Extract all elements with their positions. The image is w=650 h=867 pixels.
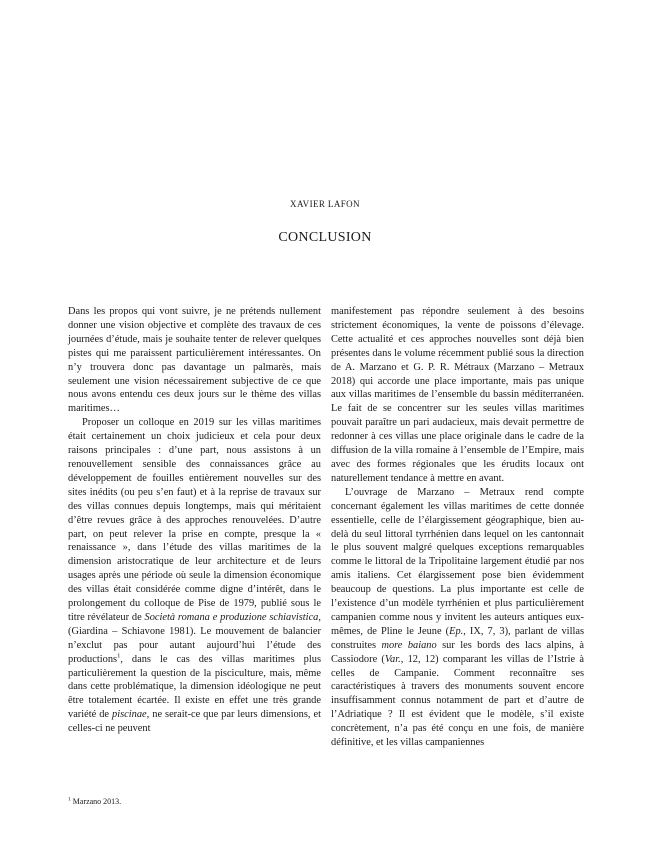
text-run: , dans le cas des villas maritimes plus particulièrement la question de la pisciculture, mais, même dans cette problématique, la dimension idéologique ne peut être totalement écartée. Il existe en effet une très grande variété de xyxy=(68,653,321,721)
text-run: , 12, 12) comparant les villas de l’Istrie à celles de Campanie. Comment reconnaître ses caractéristiques à travers des monuments souvent encore insuffisamment connus notamment de part et d’autre de l’Adriatique ? Il est évident que le modèle, s’il existe concrètement, n’a pas été conçu en une fois, de manière définitive, et les villas campaniennes xyxy=(331,653,584,749)
footnote xyxy=(68,797,321,807)
right-column xyxy=(331,305,584,750)
italic-citation: Var. xyxy=(384,653,401,665)
italic-term: piscinae xyxy=(112,709,147,721)
paragraph xyxy=(331,486,584,750)
footnote-mark: 1 xyxy=(68,796,71,803)
text-run: Proposer un colloque en 2019 sur les villas maritimes était certainement un choix judicieux et cela pour deux raisons principales : d’une part, nous assistons à un renouvellement sensible des connaissances grâce au développement de fouilles entièrement nouvelles sur des sites inédits (ou peu s’en faut) et à la reprise de travaux sur des villas connues depuis longtemps, mais qui méritaient d’être revues grâce à des approches renouvelées. D’autre part, on peut relever la prise en compte, presque la « renaissance », dans l’étude des villas maritimes de la dimension aristocratique de leur architecture et de leurs usages après une période où seule la dimension économique des villas était considérée comme digne d’intérêt, dans le prolongement du colloque de Pise de 1979, publié sous le titre révélateur de xyxy=(68,417,321,623)
text-run: , ne serait-ce que par leurs dimensions, et celles-ci ne peuvent xyxy=(68,709,321,735)
text-run: sur les bords des lacs alpins, à Cassiodore ( xyxy=(331,639,584,665)
italic-title: Società romana e produzione schiavistica xyxy=(144,611,319,623)
italic-citation: Ep. xyxy=(449,625,464,637)
text-run: L’ouvrage de Marzano – Metraux rend compte concernant également les villas maritimes de cette donnée essentielle, celle de l’élargissement géographique, bien au-delà du seul littoral tyrrhénien dans lequel on les cantonnait le plus souvent malgré quelques exceptions remarquables comme le littoral de la Tripolitaine largement étudié par nos amis italiens. Cet élargissement pose bien évidemment beaucoup de questions. La plus importante est celle de l’existence d’un modèle tyrrhénien et plus particulièrement campanien comme nous y invitent les auteurs antiques eux-mêmes, de Pline le Jeune ( xyxy=(331,486,584,637)
paragraph: Dans les propos qui vont suivre, je ne prétends nullement donner une vision objective et complète des travaux de ces journées d’étude, mais je souhaite tenter de relever quelques pistes qui me paraissent particulièrement intéressantes. On n’y trouvera donc pas davantage un palmarès, mais seulement une vision nécessairement subjective de ce que nous avons entendu ces deux jours sur le thème des villas maritimes… xyxy=(68,306,321,415)
footnote-text: Marzano 2013. xyxy=(70,797,122,806)
author-name: XAVIER LAFON xyxy=(290,199,360,209)
italic-term: more baiano xyxy=(381,639,437,651)
text-run: , IX, 7, 3), parlant de villas construites xyxy=(331,625,584,651)
paragraph xyxy=(68,416,321,736)
paragraph: manifestement pas répondre seulement à des besoins strictement économiques, la vente de poissons d’élevage. Cette actualité et ces approches nouvelles sont déjà bien présentes dans le volume récemment publié sous la direction de A. Marzano et G. P. R. Métraux (Marzano – Metraux 2018) qui accorde une place importante, mais pas unique aux villas maritimes de l’ensemble du bassin méditerranéen. Le fait de se concentrer sur les seules villas maritimes pouvait paraître un pari audacieux, mais devait permettre de redonner à ces villas une place originale dans le cadre de la diffusion de la villa romaine à l’ensemble de l’Empire, mais avec des formes régionales que les érudits locaux ont naturellement tendance à mettre en avant. xyxy=(331,306,584,484)
footnote-reference: 1 xyxy=(117,652,121,660)
text-run: , (Giardina – Schiavone 1981). Le mouvement de balancier n’exclut pas pour autant aujourd’hui l’étude des productions xyxy=(68,611,321,665)
chapter-title: CONCLUSION xyxy=(278,230,372,245)
left-column xyxy=(68,305,321,736)
